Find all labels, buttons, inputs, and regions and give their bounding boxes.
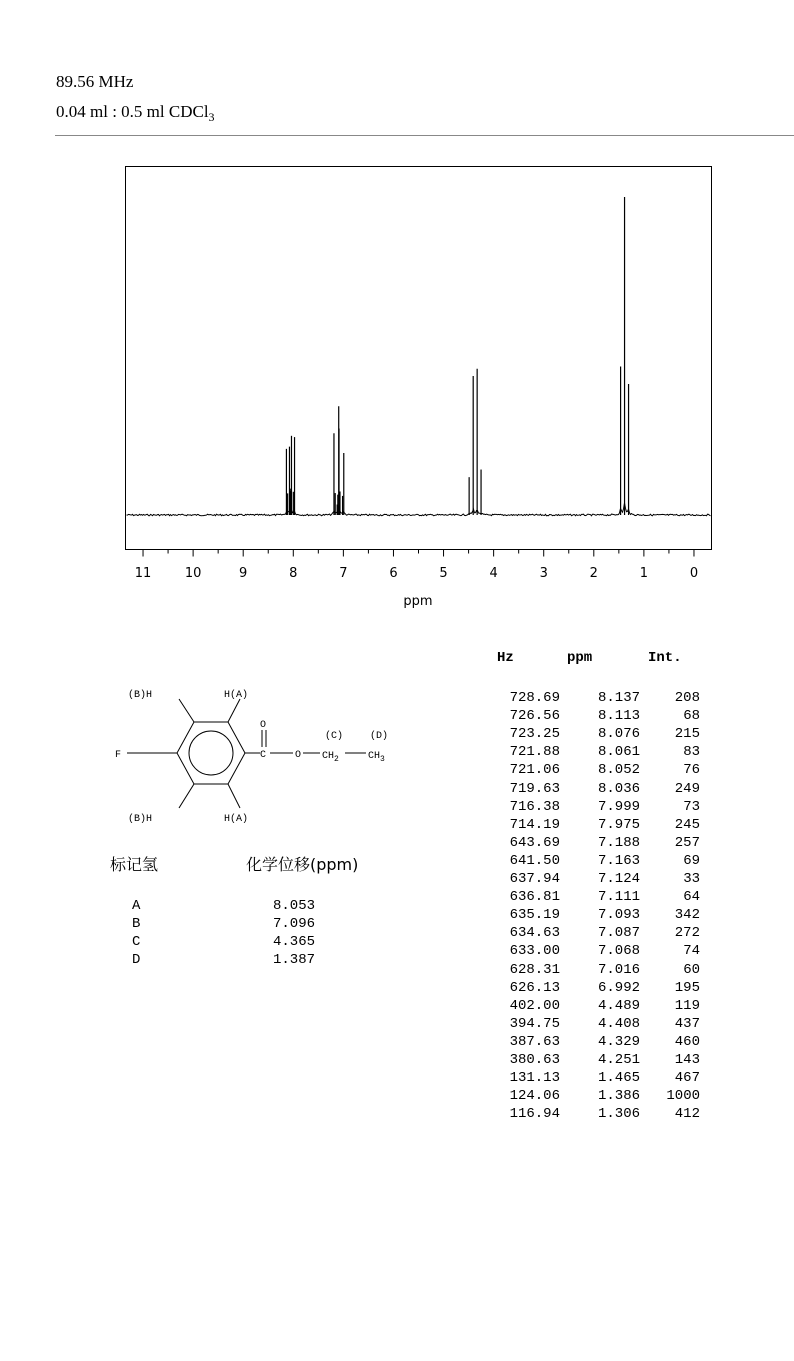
shift-row — [110, 934, 370, 952]
peak-ppm: 8.036 — [597, 780, 640, 797]
peak-hz: 637.94 — [509, 871, 560, 887]
ch3-subscript: 3 — [380, 755, 385, 764]
peak-hz: 394.75 — [509, 1015, 560, 1032]
peak-int: 83 — [683, 744, 700, 761]
peak-int: 33 — [683, 871, 700, 887]
peak-row — [480, 744, 710, 762]
x-tick-label: 11 — [134, 566, 152, 581]
peak-ppm: 7.188 — [597, 834, 640, 851]
shift-value: 4.365 — [273, 934, 316, 950]
peak-hz: 721.06 — [509, 762, 560, 779]
ch3-text: CH — [368, 751, 381, 762]
peak-row — [480, 871, 710, 889]
peak-hz: 633.00 — [509, 943, 560, 960]
group-ch2 — [322, 751, 339, 764]
peak-hz: 728.69 — [509, 690, 560, 706]
peak-row — [480, 853, 710, 871]
peak-hz: 635.19 — [509, 907, 560, 924]
peak-int: 60 — [683, 961, 700, 978]
peak-header-ppm: ppm — [567, 650, 593, 666]
bond-ha-top — [228, 699, 240, 722]
peak-int: 119 — [674, 997, 700, 1014]
peak-int: 195 — [674, 979, 700, 996]
peak-ppm: 8.113 — [597, 708, 640, 725]
peak-int: 64 — [683, 889, 700, 906]
atom-carbonyl-carbon: C — [260, 750, 267, 761]
peak-row — [480, 1034, 710, 1052]
peak-int: 460 — [674, 1033, 700, 1050]
group-ch3 — [368, 751, 385, 764]
peak-row — [480, 799, 710, 817]
peak-hz: 387.63 — [509, 1033, 560, 1050]
peak-ppm: 4.489 — [597, 997, 640, 1014]
nmr-spectrum-chart — [0, 0, 794, 620]
label-b-bottom: (B)H — [128, 814, 153, 825]
peak-ppm: 7.124 — [597, 871, 640, 887]
shift-header-label: 标记氢 — [110, 855, 159, 874]
peak-ppm: 7.999 — [597, 798, 640, 815]
peak-header-hz: Hz — [497, 650, 514, 666]
peak-hz: 719.63 — [509, 780, 560, 797]
shift-label: B — [132, 916, 141, 932]
peak-hz: 628.31 — [509, 961, 560, 978]
peak-hz: 131.13 — [509, 1070, 560, 1087]
shift-label: C — [132, 934, 141, 950]
x-tick-label: 0 — [689, 566, 699, 581]
peak-ppm: 7.975 — [597, 816, 640, 833]
peak-row — [480, 781, 710, 799]
peak-row — [480, 817, 710, 835]
peak-ppm: 4.329 — [597, 1033, 640, 1050]
peak-hz: 726.56 — [509, 708, 560, 725]
x-tick-label: 4 — [489, 566, 498, 581]
peak-int: 342 — [674, 907, 700, 924]
peak-row — [480, 925, 710, 943]
x-tick-label: 1 — [639, 566, 649, 581]
peak-row — [480, 726, 710, 744]
peak-row — [480, 907, 710, 925]
shift-row — [110, 952, 370, 970]
peak-int: 74 — [683, 943, 700, 960]
peak-row — [480, 980, 710, 998]
peak-int: 257 — [674, 834, 700, 851]
peak-int: 68 — [683, 708, 700, 725]
peak-ppm: 1.465 — [597, 1070, 640, 1087]
peak-hz: 380.63 — [509, 1052, 560, 1068]
shift-label: D — [132, 952, 141, 968]
peak-hz: 116.94 — [509, 1106, 560, 1123]
plot-frame — [126, 167, 712, 550]
peak-lines — [286, 197, 628, 515]
bond-ha-bot — [228, 784, 240, 808]
aromatic-circle — [189, 731, 233, 775]
x-tick-label: 9 — [239, 566, 248, 581]
peak-ppm: 7.163 — [597, 852, 640, 869]
shift-value: 7.096 — [273, 916, 316, 932]
peak-row — [480, 708, 710, 726]
peak-ppm: 4.408 — [597, 1015, 640, 1032]
peak-ppm: 7.093 — [597, 907, 640, 924]
peak-ppm: 8.061 — [597, 744, 640, 761]
shift-header-ppm: 化学位移(ppm) — [246, 855, 359, 874]
peak-row — [480, 889, 710, 907]
atom-ester-oxygen: O — [295, 750, 302, 761]
x-tick-label: 10 — [184, 566, 202, 581]
peak-row — [480, 1016, 710, 1034]
peak-ppm: 7.068 — [597, 943, 640, 960]
peak-header-int: Int. — [648, 650, 682, 666]
peak-ppm: 7.111 — [597, 889, 640, 906]
sample-subscript: 3 — [208, 110, 215, 124]
peak-int: 69 — [683, 852, 700, 869]
sample-text: 0.04 ml : 0.5 ml CDCl — [56, 102, 209, 121]
peak-row — [480, 962, 710, 980]
shift-value: 1.387 — [273, 952, 316, 968]
bond-hb-bot — [179, 784, 194, 808]
peak-int: 215 — [674, 726, 700, 743]
peak-ppm: 8.137 — [597, 690, 640, 706]
peak-row — [480, 1088, 710, 1106]
peak-ppm: 7.016 — [597, 961, 640, 978]
peak-hz: 124.06 — [509, 1088, 560, 1105]
molecule-structure — [100, 680, 410, 830]
peak-int: 143 — [674, 1052, 700, 1068]
peak-hz: 636.81 — [509, 889, 560, 906]
peak-int: 76 — [683, 762, 700, 779]
peak-int: 208 — [674, 690, 700, 706]
shift-label: A — [132, 898, 141, 914]
peak-ppm: 4.251 — [597, 1052, 640, 1068]
label-b-top: (B)H — [128, 690, 153, 701]
x-axis-ticks — [135, 550, 698, 582]
x-tick-label: 8 — [289, 566, 298, 581]
shift-value: 8.053 — [273, 898, 316, 914]
peak-row — [480, 835, 710, 853]
shift-row — [110, 898, 370, 916]
bond-hb-top — [179, 699, 194, 722]
peak-int: 249 — [674, 780, 700, 797]
label-c: (C) — [325, 731, 344, 742]
peak-int: 437 — [674, 1015, 700, 1032]
peak-ppm: 7.087 — [597, 925, 640, 942]
peak-hz: 714.19 — [509, 816, 560, 833]
ch2-text: CH — [322, 751, 335, 762]
peak-int: 73 — [683, 798, 700, 815]
spectrum-trace — [127, 503, 711, 516]
x-axis-title: ppm — [403, 594, 433, 609]
x-tick-label: 2 — [589, 566, 598, 581]
ch2-subscript: 2 — [334, 755, 339, 764]
x-tick-label: 6 — [389, 566, 398, 581]
spectrometer-frequency: 89.56 MHz — [56, 72, 134, 91]
peak-int: 467 — [674, 1070, 700, 1087]
peak-int: 245 — [674, 816, 700, 833]
peak-hz: 643.69 — [509, 834, 560, 851]
x-tick-label: 7 — [339, 566, 348, 581]
peak-ppm: 6.992 — [597, 979, 640, 996]
label-a-bottom: H(A) — [224, 814, 249, 825]
x-tick-label: 3 — [539, 566, 548, 581]
peak-row — [480, 1106, 710, 1124]
peak-row — [480, 762, 710, 780]
peak-row — [480, 1052, 710, 1070]
peak-hz: 716.38 — [509, 798, 560, 815]
atom-fluorine: F — [115, 750, 122, 761]
peak-int: 412 — [674, 1106, 700, 1123]
x-tick-label: 5 — [439, 566, 448, 581]
peak-hz: 723.25 — [509, 726, 560, 743]
peak-row — [480, 690, 710, 708]
peak-hz: 641.50 — [509, 852, 560, 869]
peak-row — [480, 943, 710, 961]
peak-hz: 626.13 — [509, 979, 560, 996]
peak-hz: 402.00 — [509, 997, 560, 1014]
peak-ppm: 1.306 — [597, 1106, 640, 1123]
atom-carbonyl-oxygen: O — [260, 720, 267, 731]
peak-hz: 721.88 — [509, 744, 560, 761]
peak-int: 272 — [674, 925, 700, 942]
peak-ppm: 8.052 — [597, 762, 640, 779]
peak-int: 1000 — [666, 1088, 700, 1105]
peak-ppm: 1.386 — [597, 1088, 640, 1105]
peak-ppm: 8.076 — [597, 726, 640, 743]
peak-row — [480, 1070, 710, 1088]
shift-row — [110, 916, 370, 934]
label-d: (D) — [370, 731, 389, 742]
peak-row — [480, 998, 710, 1016]
label-a-top: H(A) — [224, 690, 249, 701]
peak-hz: 634.63 — [509, 925, 560, 942]
